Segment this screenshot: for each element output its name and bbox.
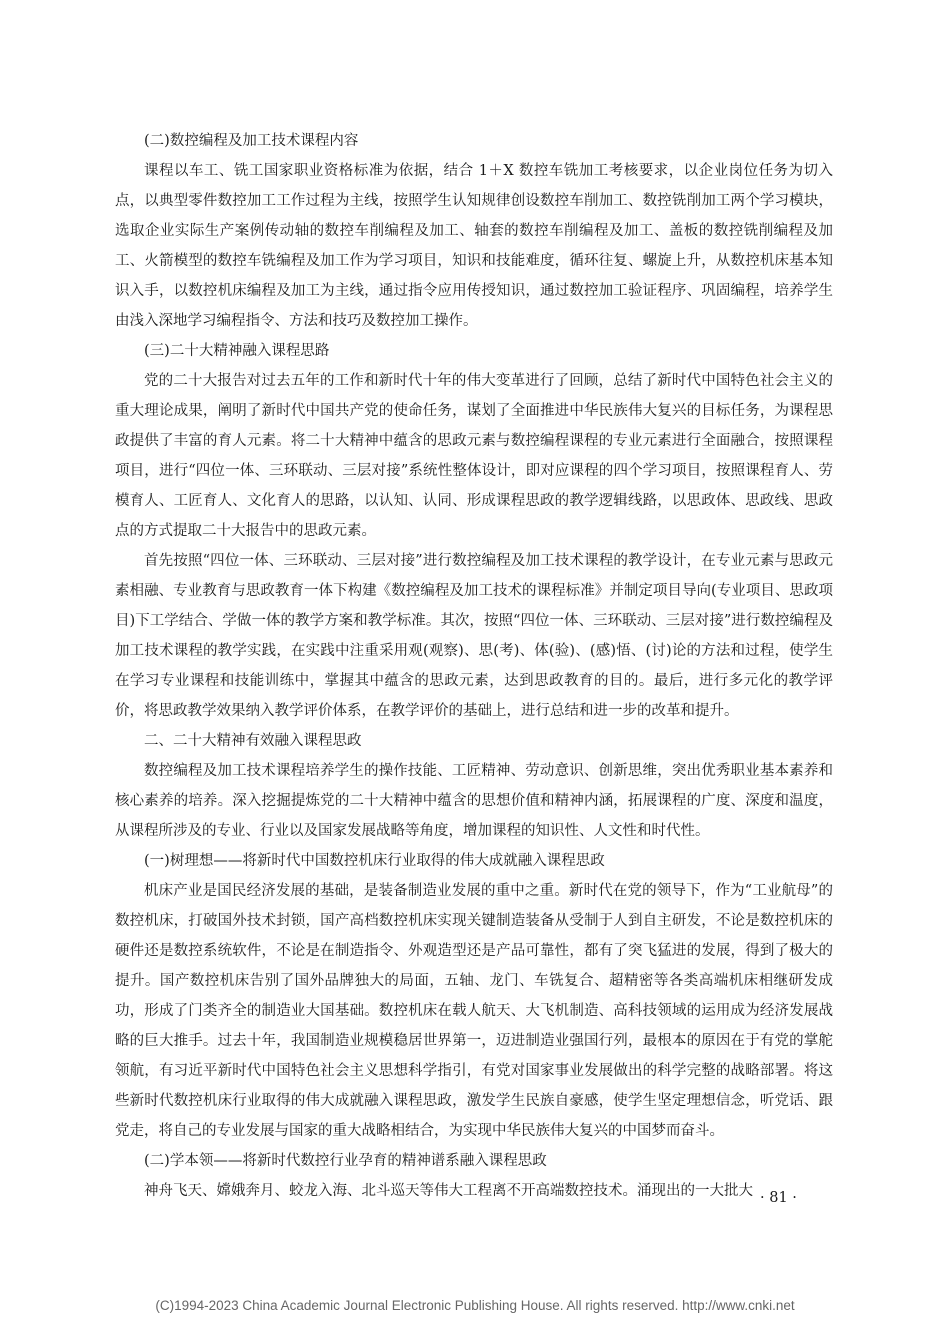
paragraph-course-content: 课程以车工、铣工国家职业资格标准为依据，结合 1＋X 数控车铣加工考核要求，以企业岗位任务为切入点，以典型零件数控加工工作过程为主线，按照学生认知规律创设数控车削加工、数控铣削加工两个学习模块，选取企业实际生产案例传动轴的数控车削编程及加工、轴套的数控车削编程及加工、盖板的数控铣削编程及加工、火箭模型的数控车铣编程及加工作为学习项目，知识和技能难度，循环往复、螺旋上升，从数控机床基本知识入手，以数控机床编程及加工为主线，通过指令应用传授知识，通过数控加工验证程序、巩固编程，培养学生由浅入深地学习编程指令、方法和技巧及数控加工操作。 [115,163,833,329]
article-body [115,126,833,1206]
section-heading-effective-integration: 二、二十大精神有效融入课程思政 [144,733,362,749]
page-number: · 81 · [760,1190,797,1206]
section-heading-course-content: (二)数控编程及加工技术课程内容 [144,133,359,149]
paragraph-integration-approach: 党的二十大报告对过去五年的工作和新时代十年的伟大变革进行了回顾，总结了新时代中国特色社会主义的重大理论成果，阐明了新时代中国共产党的使命任务，谋划了全面推进中华民族伟大复兴的目标任务，为课程思政提供了丰富的育人元素。将二十大精神中蕴含的思政元素与数控编程课程的专业元素进行全面融合，按照课程项目，进行“四位一体、三环联动、三层对接”系统性整体设计，即对应课程的四个学习项目，按照课程育人、劳模育人、工匠育人、文化育人的思路，以认知、认同、形成课程思政的教学逻辑线路，以思政体、思政线、思政点的方式提取二十大报告中的思政元素。 [115,373,833,539]
section-heading-ideals: (一)树理想——将新时代中国数控机床行业取得的伟大成就融入课程思政 [144,853,605,869]
paragraph-skills: 神舟飞天、嫦娥奔月、蛟龙入海、北斗巡天等伟大工程离不开高端数控技术。涌现出的一大批大 [144,1183,753,1199]
copyright-footer: (C)1994-2023 China Academic Journal Electronic Publishing House. All rights reserved. http://www.cnki.net [155,1298,795,1313]
paragraph-ideals: 机床产业是国民经济发展的基础，是装备制造业发展的重中之重。新时代在党的领导下，作为“工业航母”的数控机床，打破国外技术封锁，国产高档数控机床实现关键制造装备从受制于人到自主研发，不论是数控机床的硬件还是数控系统软件，不论是在制造指令、外观造型还是产品可靠性，都有了突飞猛进的发展，得到了极大的提升。国产数控机床告别了国外品牌独大的局面，五轴、龙门、车铣复合、超精密等各类高端机床相继研发成功，形成了门类齐全的制造业大国基础。数控机床在载人航天、大飞机制造、高科技领域的运用成为经济发展战略的巨大推手。过去十年，我国制造业规模稳居世界第一，迈进制造业强国行列，最根本的原因在于有党的掌舵领航，有习近平新时代中国特色社会主义思想科学指引，有党对国家事业发展做出的科学完整的战略部署。将这些新时代数控机床行业取得的伟大成就融入课程思政，激发学生民族自豪感，使学生坚定理想信念，听党话、跟党走，将自己的专业发展与国家的重大战略相结合，为实现中华民族伟大复兴的中国梦而奋斗。 [115,883,833,1139]
paragraph-effective-integration: 数控编程及加工技术课程培养学生的操作技能、工匠精神、劳动意识、创新思维，突出优秀职业基本素养和核心素养的培养。深入挖掘提炼党的二十大精神中蕴含的思想价值和精神内涵，拓展课程的广度、深度和温度，从课程所涉及的专业、行业以及国家发展战略等角度，增加课程的知识性、人文性和时代性。 [115,763,833,839]
section-heading-skills: (二)学本领——将新时代数控行业孕育的精神谱系融入课程思政 [144,1153,547,1169]
section-heading-integration-approach: (三)二十大精神融入课程思路 [144,343,330,359]
paragraph-teaching-design: 首先按照“四位一体、三环联动、三层对接”进行数控编程及加工技术课程的教学设计，在专业元素与思政元素相融、专业教育与思政教育一体下构建《数控编程及加工技术的课程标准》并制定项目导向(专业项目、思政项目)下工学结合、学做一体的教学方案和教学标准。其次，按照“四位一体、三环联动、三层对接”进行数控编程及加工技术课程的教学实践，在实践中注重采用观(观察)、思(考)、体(验)、(感)悟、(讨)论的方法和过程，使学生在学习专业课程和技能训练中，掌握其中蕴含的思政元素，达到思政教育的目的。最后，进行多元化的教学评价，将思政教学效果纳入教学评价体系，在教学评价的基础上，进行总结和进一步的改革和提升。 [115,553,833,719]
